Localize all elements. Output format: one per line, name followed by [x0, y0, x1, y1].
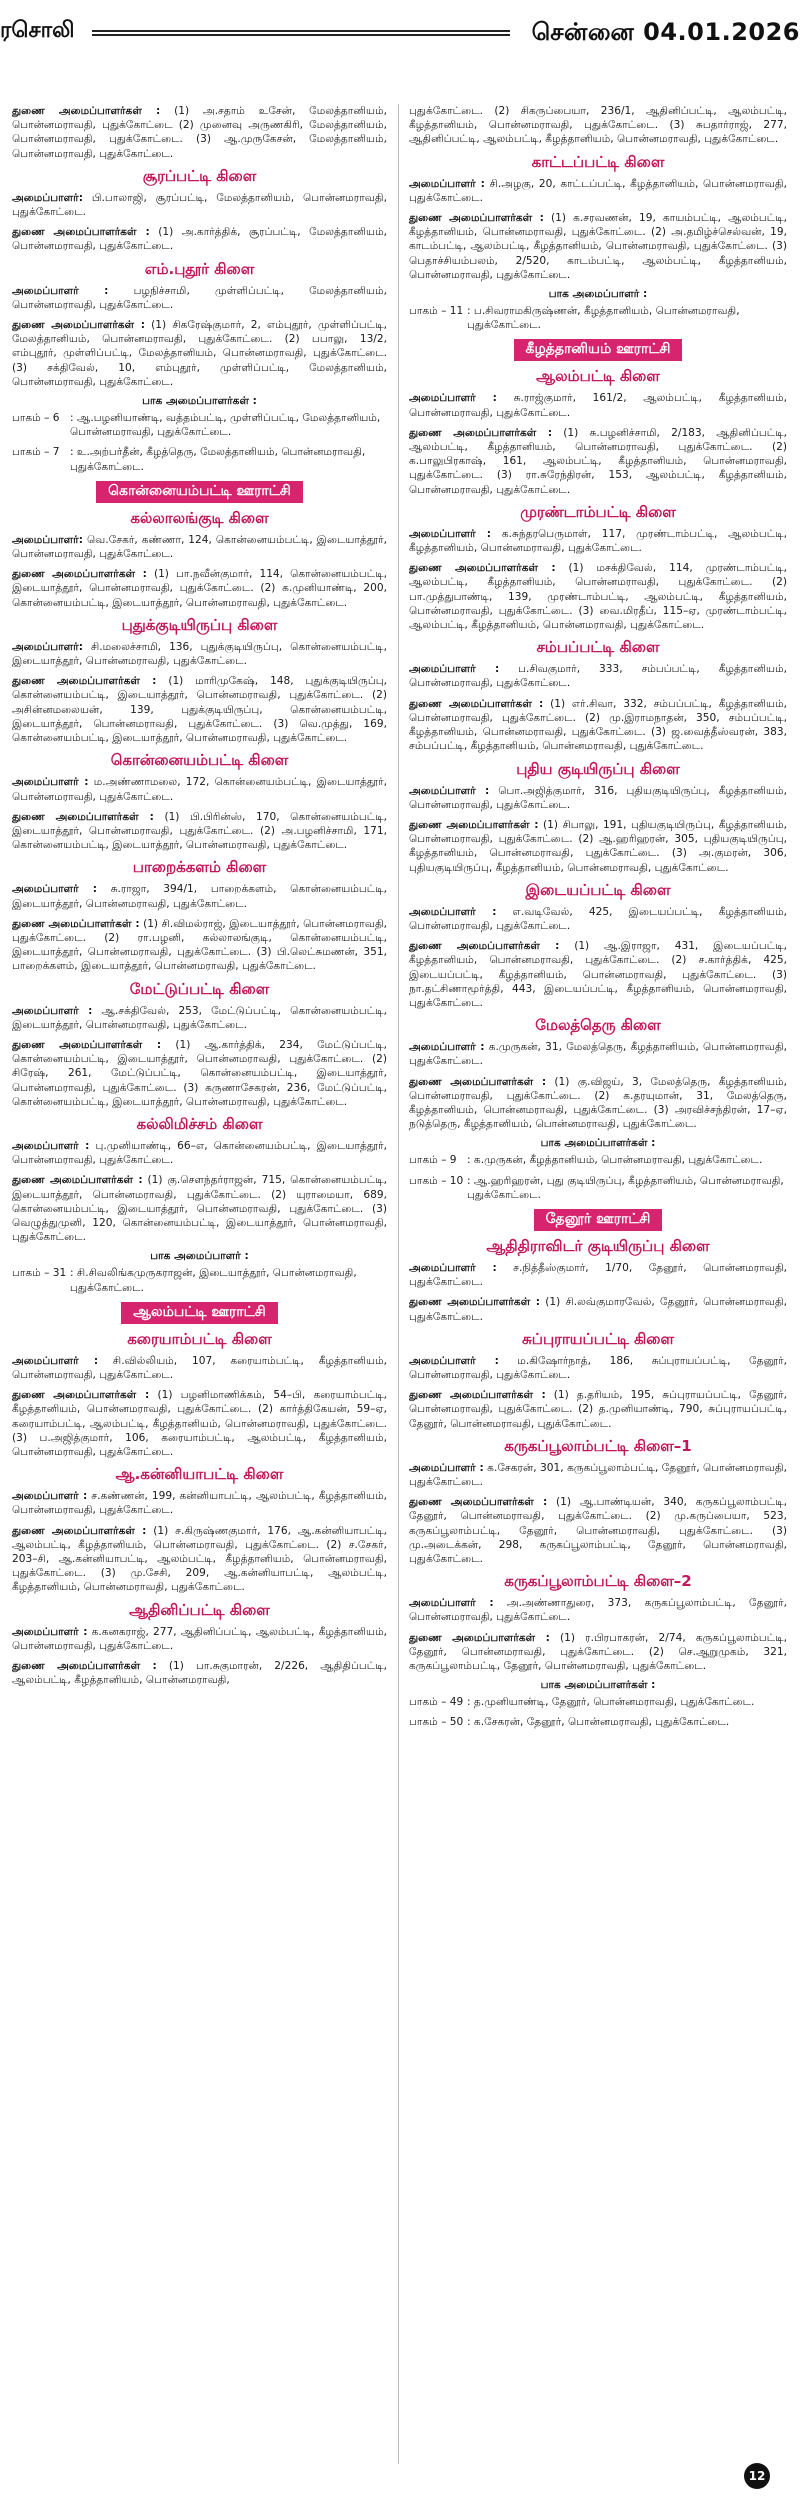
- role-label: துணை அமைப்பாளர்கள் :: [12, 319, 145, 332]
- branch-heading: ஆதிதிராவிடர் குடியிருப்பு கிளை: [486, 1236, 710, 1255]
- panchayat-heading: [12, 480, 387, 503]
- branch-heading: ஆ.கன்னியாபட்டி கிளை: [115, 1465, 284, 1484]
- role-label: அமைப்பாளர் :: [409, 1261, 497, 1274]
- role-label: அமைப்பாளர் :: [409, 1041, 485, 1054]
- ward-details: : ஆ.ஹரிஹரன், புது குடியிருப்பு, கீழத்தானியம், பொன்னமராவதி, புதுக்கோட்டை.: [467, 1174, 784, 1201]
- role-label: அமைப்பாளர் :: [12, 883, 97, 896]
- role-label: அமைப்பாளர் :: [12, 1490, 88, 1503]
- ward-entry: [12, 1266, 387, 1294]
- member-details: (1) த.தரியம், 195, சுப்புராயப்பட்டி, தேனூர், பொன்னமராவதி, புதுக்கோட்டை. (2) த.முனியாண்டி, 790, சுப்புராயப்பட்டி, தேனூர், பொன்னமராவதி, புதுக்கோட்டை.: [409, 1389, 787, 1430]
- member-details: ஆ.சக்திவேல், 253, மேட்டுப்பட்டி, கொன்னையம்பட்டி, இடையாத்தூர், பொன்னமராவதி, புதுக்கோட்டை.: [12, 1004, 387, 1031]
- ward-entry: [409, 1174, 787, 1202]
- role-label: அமைப்பாளர் :: [12, 1139, 90, 1152]
- member-details: (1) அ.கார்த்திக், சூரப்பட்டி, மேலத்தானியம், பொன்னமராவதி, புதுக்கோட்டை.: [12, 226, 387, 253]
- role-label: துணை அமைப்பாளர்கள் :: [12, 568, 147, 581]
- ward-entry: [12, 445, 387, 473]
- role-label: துணை அமைப்பாளர்கள் :: [409, 697, 544, 710]
- member-details: (1) பழனிமாணிக்கம், 54–பி, கரையாம்பட்டி, கீழத்தானியம், பொன்னமராவதி, புதுக்கோட்டை. (2) கார்த்திகேயன், 59–ஏ, கரையாம்பட்டி, ஆலம்பட்டி, கீழத்தானியம், பொன்னமராவதி, புதுக்கோட்டை. (3) ப.அஜித்குமார், 106, கரையாம்பட்டி, ஆலம்பட்டி, கீழத்தானியம், பொன்னமராவதி, புதுக்கோட்டை.: [12, 1389, 387, 1458]
- ward-entry: [409, 1153, 787, 1167]
- member-entry: [409, 1388, 787, 1431]
- member-entry: [409, 391, 787, 419]
- panchayat-heading-label: கீழத்தானியம் ஊராட்சி: [514, 339, 683, 361]
- member-entry: [409, 939, 787, 1010]
- member-details: (1) சி.லவ்குமாரவேல், தேனூர், பொன்னமராவதி, புதுக்கோட்டை.: [409, 1296, 787, 1323]
- ward-details: : ஆ.பழனியாண்டி, வத்தம்பட்டி, முள்ளிப்பட்டி, மேலத்தானியம், பொன்னமராவதி, புதுக்கோட்டை.: [70, 412, 381, 439]
- member-details: வெ.சேகர், கண்ணா, 124, கொன்னையம்பட்டி, இடையாத்தூர், பொன்னமராவதி, புதுக்கோட்டை.: [12, 533, 387, 561]
- member-entry: [12, 775, 387, 803]
- role-label: துணை அமைப்பாளர்கள் :: [12, 226, 150, 239]
- panchayat-heading-label: தேனூர் ஊராட்சி: [534, 1209, 663, 1231]
- member-entry: [409, 697, 787, 754]
- member-entry: [12, 533, 387, 561]
- member-entry: [409, 211, 787, 282]
- member-details: பு.முனியாண்டி, 66–எ, கொன்னையம்பட்டி, இடையாத்தூர், பொன்னமராவதி, புதுக்கோட்டை.: [12, 1139, 387, 1167]
- member-details: (1) அ.சதாம் உசேன், மேலத்தானியம், பொன்னமராவதி, புதுக்கோட்டை (2) முனைவு அருணகிரி, மேலத்தானியம், பொன்னமராவதி, புதுக்கோட்டை. (3) ஆ.முருகேசன், மேலத்தானியம், பொன்னமராவதி, புதுக்கோட்டை.: [12, 105, 387, 160]
- member-entry: [12, 104, 387, 161]
- member-details: பழநிச்சாமி, முள்ளிப்பட்டி, மேலத்தானியம், பொன்னமராவதி, புதுக்கோட்டை.: [12, 284, 387, 311]
- member-entry: [12, 1173, 387, 1244]
- member-entry: [12, 318, 387, 389]
- member-entry: [12, 1489, 387, 1517]
- role-label: அமைப்பாளர்:: [12, 533, 83, 546]
- role-label: துணை அமைப்பாளர்கள் :: [12, 1174, 143, 1187]
- role-label: துணை அமைப்பாளர்கள் :: [409, 1496, 548, 1509]
- member-details: (1) ர.பிரபாகரன், 2/74, கருகப்பூலாம்பட்டி, தேனூர், பொன்னமராவதி, புதுக்கோட்டை. (2) செ.ஆறுமுகம், 321, கருகப்பூலாம்பட்டி, தேனூர், பொன்னமராவதி, புதுக்கோட்டை.: [409, 1631, 787, 1673]
- page-number-badge: 12: [744, 2463, 770, 2489]
- member-entry: [12, 567, 387, 610]
- member-details: ச.நித்தீஸ்குமார், 1/70, தேனூர், பொன்னமராவதி, புதுக்கோட்டை.: [409, 1261, 787, 1289]
- member-entry: [409, 1295, 787, 1323]
- branch-heading: புதுக்குடியிருப்பு கிளை: [121, 615, 278, 634]
- branch-heading: முரண்டாம்பட்டி கிளை: [520, 502, 676, 521]
- role-label: துணை அமைப்பாளர்கள் :: [12, 1038, 162, 1051]
- member-details: சி.மலைச்சாமி, 136, புதுக்குடியிருப்பு, கொன்னையம்பட்டி, இடையாத்தூர், பொன்னமராவதி, புதுக்கோட்டை.: [12, 640, 387, 668]
- member-entry: [409, 177, 787, 205]
- member-details: புதுக்கோட்டை. (2) சிகருப்பையா, 236/1, ஆதினிப்பட்டி, ஆலம்பட்டி, கீழத்தானியம், பொன்னமராவதி, புதுக்கோட்டை. (3) சுபதார்ராஜ், 277, ஆதினிப்பட்டி, ஆலம்பட்டி, கீழத்தானியம், பொன்னமராவதி, புதுக்கோட்டை.: [409, 105, 787, 146]
- role-label: அமைப்பாளர்:: [12, 640, 83, 653]
- member-details: க.கனகராஜ், 277, ஆதினிப்பட்டி, ஆலம்பட்டி, கீழத்தானியம், பொன்னமராவதி, புதுக்கோட்டை.: [12, 1625, 387, 1652]
- member-entry: [12, 674, 387, 745]
- member-details: (1) பா.நவீன்குமார், 114, கொன்னையம்பட்டி, இடையாத்தூர், பொன்னமராவதி, புதுக்கோட்டை. (2) க.முனியாண்டி, 200, கொன்னையம்பட்டி, இடையாத்தூர், பொன்னமராவதி, புதுக்கோட்டை.: [12, 568, 387, 609]
- member-details: ம.அண்ணாமலை, 172, கொன்னையம்பட்டி, இடையாத்தூர், பொன்னமராவதி, புதுக்கோட்டை.: [12, 776, 387, 803]
- branch-heading: இடையப்பட்டி கிளை: [525, 880, 671, 899]
- role-label: அமைப்பாளர் :: [12, 284, 109, 297]
- member-details: பி.பாலாஜி, சூரப்பட்டி, மேலத்தானியம், பொன்னமராவதி, புதுக்கோட்டை.: [12, 191, 387, 219]
- panchayat-heading-label: கொன்னையம்பட்டி ஊராட்சி: [96, 481, 303, 503]
- member-entry: [409, 104, 787, 147]
- member-details: (1) ஆ.கார்த்திக், 234, மேட்டுப்பட்டி, கொன்னையம்பட்டி, இடையாத்தூர், பொன்னமராவதி, புதுக்கோட்டை. (2) சிரேஷ், 261, மேட்டுப்பட்டி, கொன்னையம்பட்டி, இடையாத்தூர், பொன்னமராவதி, புதுக்கோட்டை. (3) கருணாசேகரன், 236, மேட்டுப்பட்டி, கொன்னையம்பட்டி, இடையாத்தூர், பொன்னமராவதி, புதுக்கோட்டை.: [12, 1038, 387, 1108]
- member-details: (1) சிகரேஷ்குமார், 2, எம்புதூர், முள்ளிப்பட்டி, மேலத்தானியம், பொன்னமராவதி, புதுக்கோட்டை. (2) பபாலு, 13/2, எம்புதூர், முள்ளிப்பட்டி, மேலத்தானியம், பொன்னமராவதி, புதுக்கோட்டை. (3) சக்திவேல், 10, எம்புதூர், முள்ளிப்பட்டி, மேலத்தானியம், பொன்னமராவதி, புதுக்கோட்டை.: [12, 319, 387, 388]
- column-divider: [398, 104, 399, 2464]
- ward-number: பாகம் – 7: [12, 446, 60, 459]
- role-label: துணை அமைப்பாளர்கள் :: [12, 1389, 150, 1402]
- role-label: துணை அமைப்பாளர்கள் :: [409, 562, 556, 575]
- member-details: (1) கு.சௌந்தர்ராஜன், 715, கொன்னையம்பட்டி, இடையாத்தூர், பொன்னமராவதி, புதுக்கோட்டை. (2) யுராமையா, 689, கொன்னையம்பட்டி, இடையாத்தூர், பொன்னமராவதி, புதுக்கோட்டை. (3) வெழுத்துமுனி, 120, கொன்னையம்பட்டி, இடையாத்தூர், பொன்னமராவதி, புதுக்கோட்டை.: [12, 1174, 387, 1244]
- member-entry: [12, 1524, 387, 1595]
- member-details: ம.கிஷோர்நாத், 186, சுப்புராயப்பட்டி, தேனூர், பொன்னமராவதி, புதுக்கோட்டை.: [409, 1354, 787, 1381]
- branch-heading: கல்லாலங்குடி கிளை: [130, 508, 269, 527]
- member-entry: [12, 191, 387, 219]
- ward-number: பாகம் – 9: [409, 1154, 457, 1167]
- member-details: சு.ராஜா, 394/1, பாறைக்களம், கொன்னையம்பட்டி, இடையாத்தூர், பொன்னமராவதி, புதுக்கோட்டை.: [12, 883, 387, 910]
- member-details: (1) மாரிமுகேஷ், 148, புதுக்குடியிருப்பு, கொன்னையம்பட்டி, இடையாத்தூர், பொன்னமராவதி, புதுக்கோட்டை. (2) அசின்னமலையன், 139, புதுக்குடியிருப்பு, கொன்னையம்பட்டி, இடையாத்தூர், பொன்னமராவதி, புதுக்கோட்டை. (3) வெ.முத்து, 169, கொன்னையம்பட்டி, இடையாத்தூர், பொன்னமராவதி, புதுக்கோட்டை.: [12, 675, 387, 745]
- role-label: துணை அமைப்பாளர்கள் :: [409, 212, 544, 225]
- ward-section-title: பாக அமைப்பாளர் :: [548, 288, 648, 301]
- member-details: (1) சு.பழனிச்சாமி, 2/183, ஆதினிப்பட்டி, ஆலம்பட்டி, கீழத்தானியம், பொன்னமராவதி, புதுக்கோட்டை. (2) க.பாலுபிரகாஷ், 161, ஆலம்பட்டி, கீழத்தானியம், பொன்னமராவதி, புதுக்கோட்டை. (3) ரா.சுரேந்திரன், 153, ஆலம்பட்டி, கீழத்தானியம், பொன்னமராவதி, புதுக்கோட்டை.: [409, 426, 787, 496]
- member-details: சு.ராஜ்குமார், 161/2, ஆலம்பட்டி, கீழத்தானியம், பொன்னமராவதி, புதுக்கோட்டை.: [409, 392, 787, 419]
- role-label: துணை அமைப்பாளர்கள் :: [12, 810, 154, 823]
- role-label: துணை அமைப்பாளர்கள் :: [409, 1296, 541, 1309]
- role-label: துணை அமைப்பாளர்கள் :: [12, 917, 140, 930]
- member-details: (1) ஆ.பாண்டியன், 340, கருகப்பூலாம்பட்டி, தேனூர், பொன்னமராவதி, புதுக்கோட்டை. (2) மு.கருப்பையா, 523, கருகப்பூலாம்பட்டி, தேனூர், பொன்னமராவதி, புதுக்கோட்டை. (3) மு.அடைக்கன், 298, கருகப்பூலாம்பட்டி, தேனூர், பொன்னமராவதி, புதுக்கோட்டை.: [409, 1496, 787, 1566]
- role-label: அமைப்பாளர் :: [409, 1354, 499, 1367]
- branch-heading: காட்டப்பட்டி கிளை: [531, 152, 665, 171]
- member-details: (1) பி.பிரின்ஸ், 170, கொன்னையம்பட்டி, இடையாத்தூர், பொன்னமராவதி, புதுக்கோட்டை. (2) அ.பழனிச்சாமி, 171, கொன்னையம்பட்டி, இடையாத்தூர், பொன்னமராவதி, புதுக்கோட்டை.: [12, 810, 387, 852]
- member-details: க.சேகரன், 301, கருகப்பூலாம்பட்டி, தேனூர், பொன்னமராவதி, புதுக்கோட்டை.: [409, 1461, 787, 1488]
- member-details: (1) கு.விஜய், 3, மேலத்தெரு, கீழத்தானியம், பொன்னமராவதி, புதுக்கோட்டை. (2) க.தரயுமான், 31, மேலத்தெரு, கீழத்தானியம், பொன்னமராவதி, புதுக்கோட்டை. (3) அரவிச்சந்திரன், 17–ஏ, நடுத்தெரு, கீழத்தானியம், பொன்னமராவதி, புதுக்கோட்டை.: [409, 1075, 787, 1131]
- member-details: (1) க.சரவணன், 19, காயம்பட்டி, ஆலம்பட்டி, கீழத்தானியம், பொன்னமராவதி, புதுக்கோட்டை. (2) அ.தமிழ்ச்செல்வன், 19, காடம்பட்டி, ஆலம்பட்டி, கீழத்தானியம், பொன்னமராவதி, புதுக்கோட்டை. (3) பெதாச்சியம்பலம், 2/520, காடம்பட்டி, ஆலம்பட்டி, கீழத்தானியம், பொன்னமராவதி, புதுக்கோட்டை.: [409, 212, 787, 281]
- edition-date: சென்னை 04.01.2026: [531, 18, 800, 46]
- member-entry: [409, 818, 787, 875]
- member-entry: [12, 284, 387, 312]
- ward-number: பாகம் – 10: [409, 1174, 464, 1187]
- branch-heading: ஆதினிப்பட்டி கிளை: [129, 1600, 270, 1619]
- branch-heading: கருகப்பூலாம்பட்டி கிளை–1: [504, 1436, 692, 1455]
- member-entry: [409, 1631, 787, 1674]
- member-entry: [12, 1038, 387, 1109]
- member-entry: [409, 662, 787, 690]
- member-entry: [12, 1625, 387, 1653]
- branch-heading: பாறைக்களம் கிளை: [132, 858, 267, 877]
- role-label: அமைப்பாளர் :: [409, 663, 500, 676]
- ward-details: : க.சேகரன், தேனூர், பொன்னமராவதி, புதுக்கோட்டை.: [467, 1716, 730, 1729]
- ward-number: பாகம் – 50: [409, 1716, 464, 1729]
- newspaper-name: ரசொலி: [0, 18, 75, 43]
- member-entry: [409, 1495, 787, 1566]
- ward-details: : க.முருகன், கீழத்தானியம், பொன்னமராவதி, புதுக்கோட்டை.: [467, 1154, 763, 1167]
- member-details: பொ.அஜித்குமார், 316, புதியகுடியிருப்பு, கீழத்தானியம், பொன்னமராவதி, புதுக்கோட்டை.: [409, 784, 787, 811]
- member-details: (1) ச.கிருஷ்ணகுமார், 176, ஆ.கன்னியாபட்டி, ஆலம்பட்டி, கீழத்தானியம், பொன்னமராவதி, புதுக்கோட்டை. (2) ச.சேகர், 203–சி, ஆ.கன்னியாபட்டி, ஆலம்பட்டி, கீழத்தானியம், பொன்னமராவதி, புதுக்கோட்டை. (3) மு.சேசி, 209, ஆ.கன்னியாபட்டி, ஆலம்பட்டி, கீழத்தானியம், பொன்னமராவதி, புதுக்கோட்டை.: [12, 1524, 387, 1594]
- role-label: துணை அமைப்பாளர்கள் :: [409, 1075, 547, 1088]
- role-label: துணை அமைப்பாளர்கள் :: [409, 1631, 550, 1644]
- ward-details: : சி.சிவலிங்கமுருகராஜன், இடையாத்தூர், பொன்னமராவதி, புதுக்கோட்டை.: [70, 1267, 357, 1294]
- role-label: துணை அமைப்பாளர்கள் :: [409, 426, 553, 439]
- member-details: எ.வடிவேல், 425, இடையப்பட்டி, கீழத்தானியம், பொன்னமராவதி, புதுக்கோட்டை.: [409, 905, 787, 932]
- member-entry: [12, 1388, 387, 1459]
- panchayat-heading-label: ஆலம்பட்டி ஊராட்சி: [121, 1302, 277, 1324]
- member-entry: [12, 1659, 387, 1687]
- member-entry: [409, 905, 787, 933]
- member-entry: [12, 640, 387, 668]
- ward-section-title: பாக அமைப்பாளர்கள் :: [540, 1137, 656, 1150]
- branch-heading: ஆலம்பட்டி கிளை: [536, 367, 660, 386]
- member-entry: [409, 426, 787, 497]
- member-details: சி.அழகு, 20, காட்டப்பட்டி, கீழத்தானியம், பொன்னமராவதி, புதுக்கோட்டை.: [409, 177, 787, 204]
- role-label: துணை அமைப்பாளர்கள் :: [409, 1389, 546, 1402]
- ward-entry: [409, 1715, 787, 1729]
- member-details: (1) சி.விமல்ராஜ், இடையாத்தூர், பொன்னமராவதி, புதுக்கோட்டை. (2) ரா.பழனி, கல்லாலங்குடி, கொன்னையம்பட்டி, இடையாத்தூர், பொன்னமராவதி, புதுக்கோட்டை. (3) பி.லெட்சுமணன், 351, பாறைக்களம், இடையாத்தூர், பொன்னமராவதி, புதுக்கோட்டை.: [12, 917, 387, 973]
- ward-details: : ப.சிவராமகிருஷ்ணன், கீழத்தானியம், பொன்னமராவதி, புதுக்கோட்டை.: [467, 305, 740, 332]
- member-details: ப.சிவகுமார், 333, சம்பப்பட்டி, கீழத்தானியம், பொன்னமராவதி, புதுக்கோட்டை.: [409, 663, 787, 690]
- masthead: [0, 0, 800, 64]
- member-entry: [12, 225, 387, 253]
- left-column: [12, 104, 387, 2464]
- role-label: துணை அமைப்பாளர்கள் :: [409, 818, 539, 831]
- branch-heading: சூரப்பட்டி கிளை: [142, 166, 257, 185]
- branch-heading: எம்.புதூர் கிளை: [144, 259, 255, 278]
- ward-number: பாகம் – 49: [409, 1696, 464, 1709]
- masthead-rule: [92, 30, 510, 36]
- member-entry: [409, 1461, 787, 1489]
- branch-heading: கருகப்பூலாம்பட்டி கிளை–2: [504, 1572, 692, 1591]
- ward-entry: [409, 304, 787, 332]
- role-label: துணை அமைப்பாளர்கள் :: [12, 1660, 157, 1673]
- branch-heading: மேலத்தெரு கிளை: [535, 1016, 661, 1035]
- role-label: அமைப்பாளர்:: [12, 191, 83, 204]
- member-details: ச.கண்ணன், 199, கன்னியாபட்டி, ஆலம்பட்டி, கீழத்தானியம், பொன்னமராவதி, புதுக்கோட்டை.: [12, 1490, 387, 1517]
- role-label: அமைப்பாளர் :: [409, 177, 485, 190]
- member-entry: [12, 917, 387, 974]
- role-label: அமைப்பாளர் :: [12, 1625, 88, 1638]
- member-details: க.சுந்தரபெருமாள், 117, முரண்டாம்பட்டி, ஆலம்பட்டி, கீழத்தானியம், பொன்னமராவதி, புதுக்கோட்டை.: [409, 527, 787, 555]
- ward-details: : உ.அற்பர்தீன், கீழத்தெரு, மேலத்தானியம், பொன்னமராவதி, புதுக்கோட்டை.: [70, 446, 366, 473]
- role-label: அமைப்பாளர் :: [409, 905, 497, 918]
- member-entry: [12, 810, 387, 853]
- ward-section-title: பாக அமைப்பாளர்கள் :: [540, 1679, 656, 1692]
- member-details: (1) ஆ.இராஜா, 431, இடையப்பட்டி, கீழத்தானியம், பொன்னமராவதி, புதுக்கோட்டை. (2) ச.கார்த்திக், 425, இடையப்பட்டி, கீழத்தானியம், பொன்னமராவதி, புதுக்கோட்டை. (3) நா.தட்சிணாமூர்த்தி, 443, இடையப்பட்டி, கீழத்தானியம், பொன்னமராவதி, புதுக்கோட்டை.: [409, 940, 787, 1009]
- role-label: அமைப்பாளர் :: [409, 1461, 484, 1474]
- member-entry: [12, 1354, 387, 1382]
- ward-details: : த.முனியாண்டி, தேனூர், பொன்னமராவதி, புதுக்கோட்டை.: [467, 1696, 755, 1709]
- role-label: துணை அமைப்பாளர்கள் :: [12, 105, 161, 117]
- ward-section-title: பாக அமைப்பாளர் :: [150, 1250, 249, 1263]
- member-entry: [409, 1040, 787, 1068]
- member-entry: [409, 527, 787, 555]
- panchayat-heading: [409, 338, 787, 361]
- member-entry: [12, 882, 387, 910]
- right-column: [409, 104, 787, 2404]
- member-entry: [409, 1596, 787, 1624]
- member-details: (1) பா.சுகுமாரன், 2/226, ஆதிதிப்பட்டி, ஆலம்பட்டி, கீழத்தானியம், பொன்னமராவதி,: [12, 1660, 387, 1687]
- ward-entry: [409, 1695, 787, 1709]
- member-entry: [12, 1139, 387, 1167]
- role-label: துணை அமைப்பாளர்கள் :: [409, 940, 560, 953]
- member-details: அ.அண்ணாதுரை, 373, கருகப்பூலாம்பட்டி, தேனூர், பொன்னமராவதி, புதுக்கோட்டை.: [409, 1597, 787, 1624]
- member-details: சி.வில்லியம், 107, கரையாம்பட்டி, கீழத்தானியம், பொன்னமராவதி, புதுக்கோட்டை.: [12, 1354, 387, 1381]
- member-details: க.முருகன், 31, மேலத்தெரு, கீழத்தானியம், பொன்னமராவதி, புதுக்கோட்டை.: [409, 1041, 787, 1068]
- ward-number: பாகம் – 11: [409, 305, 464, 318]
- branch-heading: மேட்டுப்பட்டி கிளை: [129, 979, 270, 998]
- member-details: (1) எர்.சிவா, 332, சம்பப்பட்டி, கீழத்தானியம், பொன்னமராவதி, புதுக்கோட்டை. (2) மு.இராமநாதன், 350, சம்பப்பட்டி, கீழத்தானியம், பொன்னமராவதி, புதுக்கோட்டை. (3) ஜ.வைத்தீஸ்வரன், 383, சம்பப்பட்டி, கீழத்தானியம், பொன்னமராவதி, புதுக்கோட்டை.: [409, 697, 787, 753]
- branch-heading: சுப்புராயப்பட்டி கிளை: [522, 1329, 674, 1348]
- ward-section-title: பாக அமைப்பாளர்கள் :: [142, 395, 257, 408]
- branch-heading: கரையாம்பட்டி கிளை: [127, 1329, 272, 1348]
- ward-entry: [12, 411, 387, 439]
- member-details: (1) சிபாலு, 191, புதியகுடியிருப்பு, கீழத்தானியம், பொன்னமராவதி, புதுக்கோட்டை. (2) ஆ.ஹரிஹரன், 305, புதியகுடியிருப்பு, கீழத்தானியம், பொன்னமராவதி, புதுக்கோட்டை. (3) அ.குமரன், 306, புதியகுடியிருப்பு, கீழத்தானியம், பொன்னமராவதி, புதுக்கோட்டை.: [409, 818, 787, 874]
- role-label: அமைப்பாளர் :: [12, 1354, 99, 1367]
- member-entry: [12, 1004, 387, 1032]
- panchayat-heading: [409, 1208, 787, 1231]
- role-label: துணை அமைப்பாளர்கள் :: [12, 675, 157, 688]
- ward-number: பாகம் – 6: [12, 412, 60, 425]
- member-entry: [409, 1261, 787, 1289]
- member-entry: [409, 1354, 787, 1382]
- role-label: அமைப்பாளர் :: [409, 392, 497, 405]
- member-entry: [409, 784, 787, 812]
- role-label: அமைப்பாளர் :: [409, 1597, 494, 1610]
- role-label: அமைப்பாளர் :: [12, 1004, 93, 1017]
- role-label: அமைப்பாளர் :: [409, 784, 490, 797]
- branch-heading: புதிய குடியிருப்பு கிளை: [516, 759, 680, 778]
- member-entry: [409, 561, 787, 632]
- role-label: அமைப்பாளர் :: [12, 776, 89, 789]
- role-label: அமைப்பாளர் :: [409, 527, 492, 540]
- member-entry: [409, 1075, 787, 1132]
- branch-heading: சம்பப்பட்டி கிளை: [536, 638, 660, 657]
- panchayat-heading: [12, 1301, 387, 1324]
- ward-number: பாகம் – 31: [12, 1267, 67, 1280]
- member-details: (1) மசக்திவேல், 114, முரண்டாம்பட்டி, ஆலம்பட்டி, கீழத்தானியம், பொன்னமராவதி, புதுக்கோட்டை. (2) பா.முத்துபாண்டி, 139, முரண்டாம்பட்டி, ஆலம்பட்டி, கீழத்தானியம், பொன்னமராவதி, புதுக்கோட்டை. (3) வை.மிரதீப், 115–ஏ, முரண்டாம்பட்டி, ஆலம்பட்டி, கீழத்தானியம், பொன்னமராவதி, புதுக்கோட்டை.: [409, 562, 787, 632]
- branch-heading: கொன்னையம்பட்டி கிளை: [110, 751, 289, 770]
- role-label: துணை அமைப்பாளர்கள் :: [12, 1524, 147, 1537]
- branch-heading: கல்லிமிச்சம் கிளை: [136, 1114, 263, 1133]
